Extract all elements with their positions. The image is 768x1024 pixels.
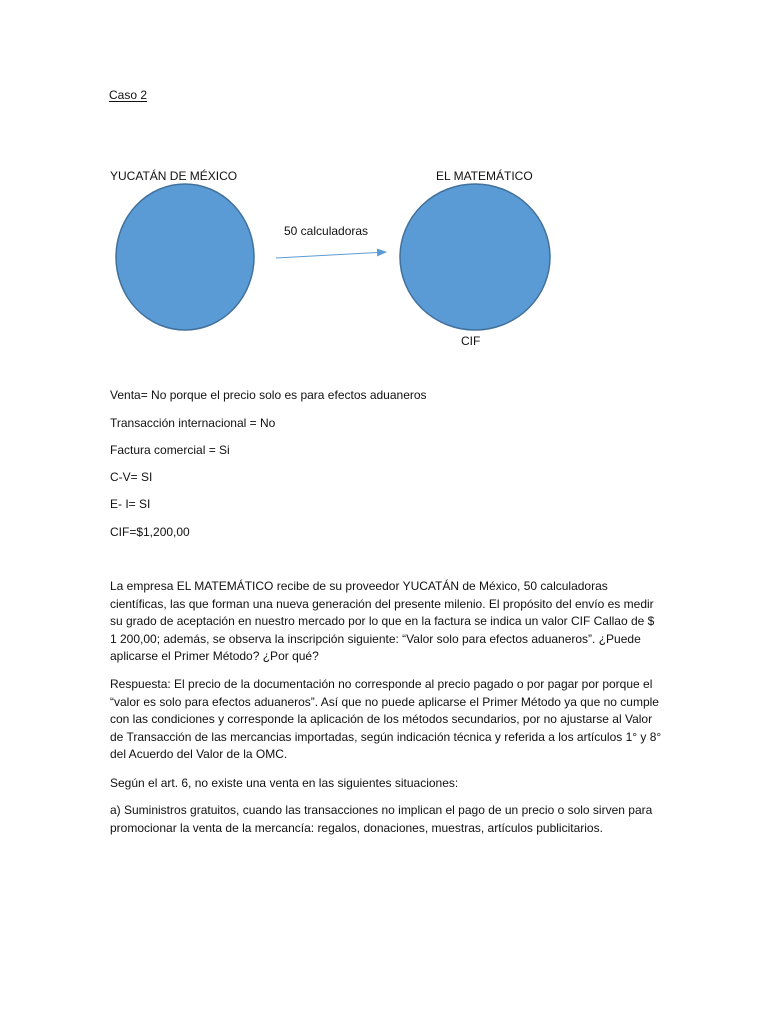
- fact-cv: C-V= SI: [110, 470, 153, 484]
- fact-transaccion: Transacción internacional = No: [110, 416, 276, 430]
- buyer-circle: [400, 184, 550, 330]
- shipment-arrow: [276, 252, 386, 258]
- fact-venta: Venta= No porque el precio solo es para efectos aduaneros: [110, 388, 427, 402]
- fact-cif: CIF=$1,200,00: [110, 525, 190, 539]
- case-statement: La empresa EL MATEMÁTICO recibe de su proveedor YUCATÁN de México, 50 calculadoras científicas, las que forman una nueva generación del presente milenio. El propósito del envío es medir su grado de aceptación en nuestro mercado por lo que en la factura se indica un valor CIF Callao de $ 1 200,00; además, se observa la inscripción siguiente: “Valor solo para efectos aduaneros”. ¿Puede aplicarse el Primer Método? ¿Por qué?: [110, 579, 655, 663]
- fact-ei: E- I= SI: [110, 497, 151, 511]
- fact-factura: Factura comercial = Si: [110, 443, 230, 457]
- shipment-label: 50 calculadoras: [284, 224, 369, 238]
- article-6-intro: Según el art. 6, no existe una venta en las siguientes situaciones:: [110, 776, 459, 790]
- supplier-label: YUCATÁN DE MÉXICO: [110, 169, 238, 183]
- supplier-circle: [116, 184, 254, 330]
- page-title: Caso 2: [109, 88, 148, 102]
- incoterm-label: CIF: [461, 334, 481, 348]
- buyer-label: EL MATEMÁTICO: [436, 169, 533, 183]
- case-answer: Respuesta: El precio de la documentación no corresponde al precio pagado o por pagar por porque el “valor es solo para efectos aduaneros”. Así que no puede aplicarse el Primer Método ya que no cumple con las condiciones y corresponde la aplicación de los métodos secundarios, por no ajustarse al Valor de Transacción de las mercancias importadas, según indicación técnica y referida a los artículos 1° y 8° del Acuerdo del Valor de la OMC.: [110, 677, 662, 761]
- transaction-diagram: [0, 0, 768, 380]
- item-a: a) Suministros gratuitos, cuando las transacciones no implican el pago de un precio o solo sirven para promocionar la venta de la mercancía: regalos, donaciones, muestras, artículos publicitarios.: [110, 803, 653, 835]
